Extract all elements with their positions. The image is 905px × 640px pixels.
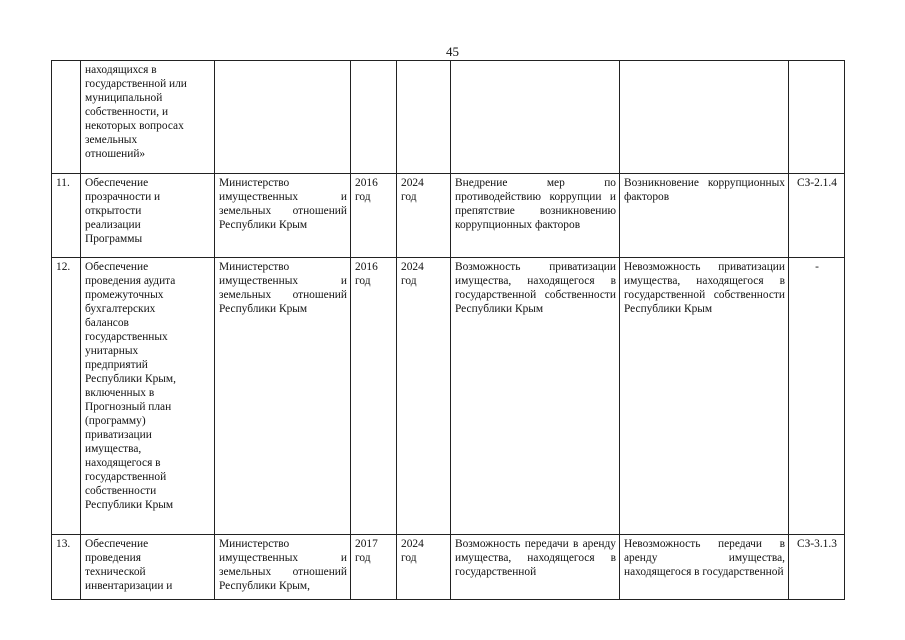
cell-start: 2016 год — [351, 174, 397, 258]
cell-executor: Министерство имущественных и земельных отношений Республики Крым — [215, 258, 351, 535]
cell-result: Внедрение мер по противодействию коррупции и препятствие возникновению коррупционных факторов — [451, 174, 620, 258]
cell-name: Обеспечение прозрачности и открытости реализации Программы — [81, 174, 215, 258]
cell-num: 12. — [52, 258, 81, 535]
cell-end: 2024 год — [397, 174, 451, 258]
table-row — [52, 174, 845, 258]
cell-num: 11. — [52, 174, 81, 258]
table-row-continuation — [52, 61, 845, 174]
cell-code: СЗ-3.1.3 — [789, 535, 845, 600]
cell-executor: Министерство имущественных и земельных отношений Республики Крым — [215, 174, 351, 258]
cell-risk — [620, 61, 789, 174]
cell-num — [52, 61, 81, 174]
cell-risk: Невозможность приватизации имущества, находящегося в государственной собственности Республики Крым — [620, 258, 789, 535]
cell-name: Обеспечение проведения технической инвентаризации и — [81, 535, 215, 600]
cell-code: - — [789, 258, 845, 535]
cell-risk: Невозможность передачи в аренду имущества, находящегося в государственной — [620, 535, 789, 600]
cell-result — [451, 61, 620, 174]
table-row — [52, 535, 845, 600]
cell-result: Возможность передачи в аренду имущества, находящегося в государственной — [451, 535, 620, 600]
cell-code: СЗ-2.1.4 — [789, 174, 845, 258]
page-number: 45 — [446, 44, 459, 59]
cell-code — [789, 61, 845, 174]
cell-start: 2016 год — [351, 258, 397, 535]
cell-name: Обеспечение проведения аудита промежуточных бухгалтерских балансов государственных унитарных предприятий Республики Крым, включенных в Прогнозный план (программу) приватизации имущества, находящегося в государственной собственности Республики Крым — [81, 258, 215, 535]
cell-risk: Возникновение коррупционных факторов — [620, 174, 789, 258]
cell-start: 2017 год — [351, 535, 397, 600]
cell-num: 13. — [52, 535, 81, 600]
cell-end: 2024 год — [397, 535, 451, 600]
table-row — [52, 258, 845, 535]
cell-start — [351, 61, 397, 174]
cell-end: 2024 год — [397, 258, 451, 535]
cell-result: Возможность приватизации имущества, находящегося в государственной собственности Республики Крым — [451, 258, 620, 535]
cell-executor — [215, 61, 351, 174]
cell-end — [397, 61, 451, 174]
measures-table — [51, 60, 845, 600]
cell-executor: Министерство имущественных и земельных отношений Республики Крым, — [215, 535, 351, 600]
cell-name: находящихся в государственной или муниципальной собственности, и некоторых вопросах земельных отношений» — [81, 61, 215, 174]
